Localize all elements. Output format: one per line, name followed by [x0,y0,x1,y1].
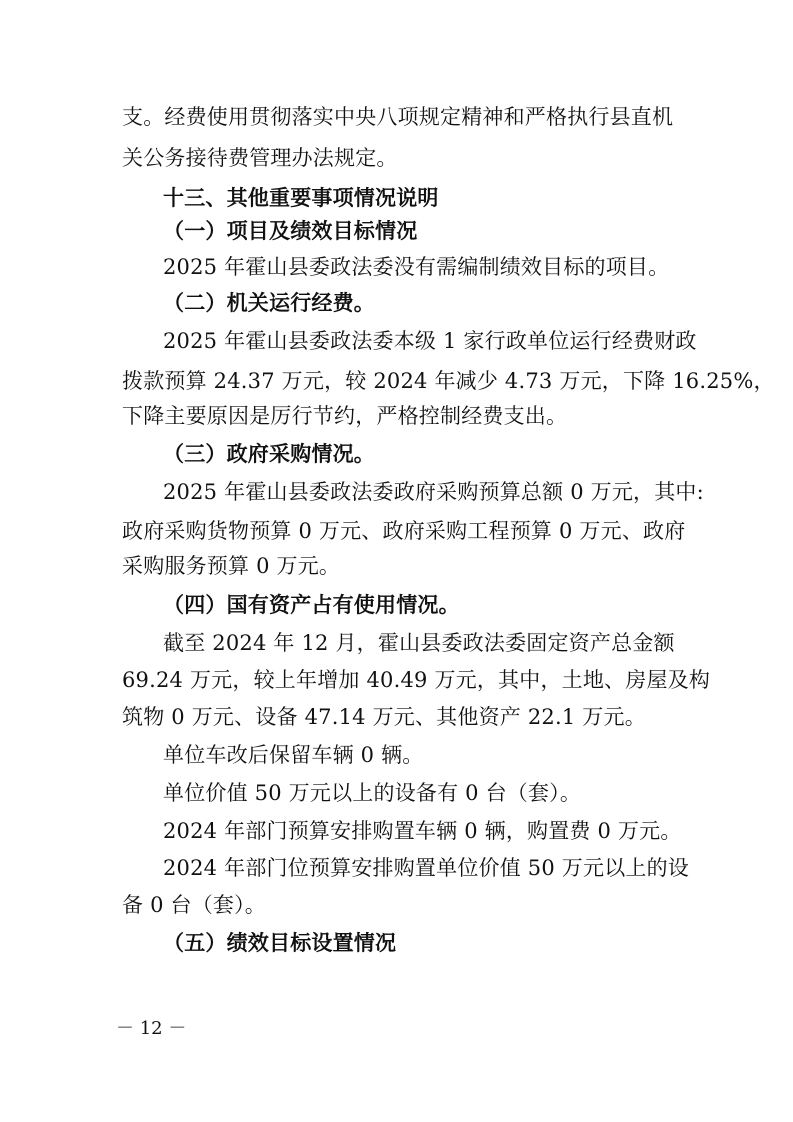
paragraph-line: 2025 年霍山县委政法委没有需编制绩效目标的项目。 [163,255,670,279]
paragraph-line: 备 0 台（套）。 [122,893,267,917]
paragraph-line: 69.24 万元，较上年增加 40.49 万元，其中，土地、房屋及构 [122,668,711,692]
paragraph-line: 关公务接待费管理办法规定。 [122,146,398,170]
paragraph-line: 2024 年部门预算安排购置车辆 0 辆，购置费 0 万元。 [163,819,682,843]
page-number: － 12 － [116,1018,187,1039]
paragraph-line: 采购服务预算 0 万元。 [122,554,341,578]
paragraph-line: 2025 年霍山县委政法委本级 1 家行政单位运行经费财政 [163,329,697,353]
paragraph-line: 筑物 0 万元、设备 47.14 万元、其他资产 22.1 万元。 [122,705,646,729]
paragraph-line: 政府采购货物预算 0 万元、政府采购工程预算 0 万元、政府 [122,519,686,543]
subsection-heading: （二）机关运行经费。 [163,290,375,315]
subsection-heading: （五）绩效目标设置情况 [163,930,397,955]
paragraph-line: 截至 2024 年 12 月，霍山县委政法委固定资产总金额 [163,631,675,655]
paragraph-line: 单位车改后保留车辆 0 辆。 [163,743,424,767]
paragraph-line: 拨款预算 24.37 万元，较 2024 年减少 4.73 万元，下降 16.25%， [122,369,775,393]
paragraph-line: 2025 年霍山县委政法委政府采购预算总额 0 万元，其中: [163,480,704,504]
section-heading: 十三、其他重要事项情况说明 [163,185,439,210]
subsection-heading: （四）国有资产占有使用情况。 [163,592,460,617]
paragraph-line: 2024 年部门位预算安排购置单位价值 50 万元以上的设 [163,856,689,880]
paragraph-line: 支。经费使用贯彻落实中央八项规定精神和严格执行县直机 [122,105,674,129]
paragraph-line: 单位价值 50 万元以上的设备有 0 台（套）。 [163,781,582,805]
paragraph-line: 下降主要原因是厉行节约，严格控制经费支出。 [122,404,568,428]
subsection-heading: （一）项目及绩效目标情况 [163,218,418,243]
subsection-heading: （三）政府采购情况。 [163,441,375,466]
